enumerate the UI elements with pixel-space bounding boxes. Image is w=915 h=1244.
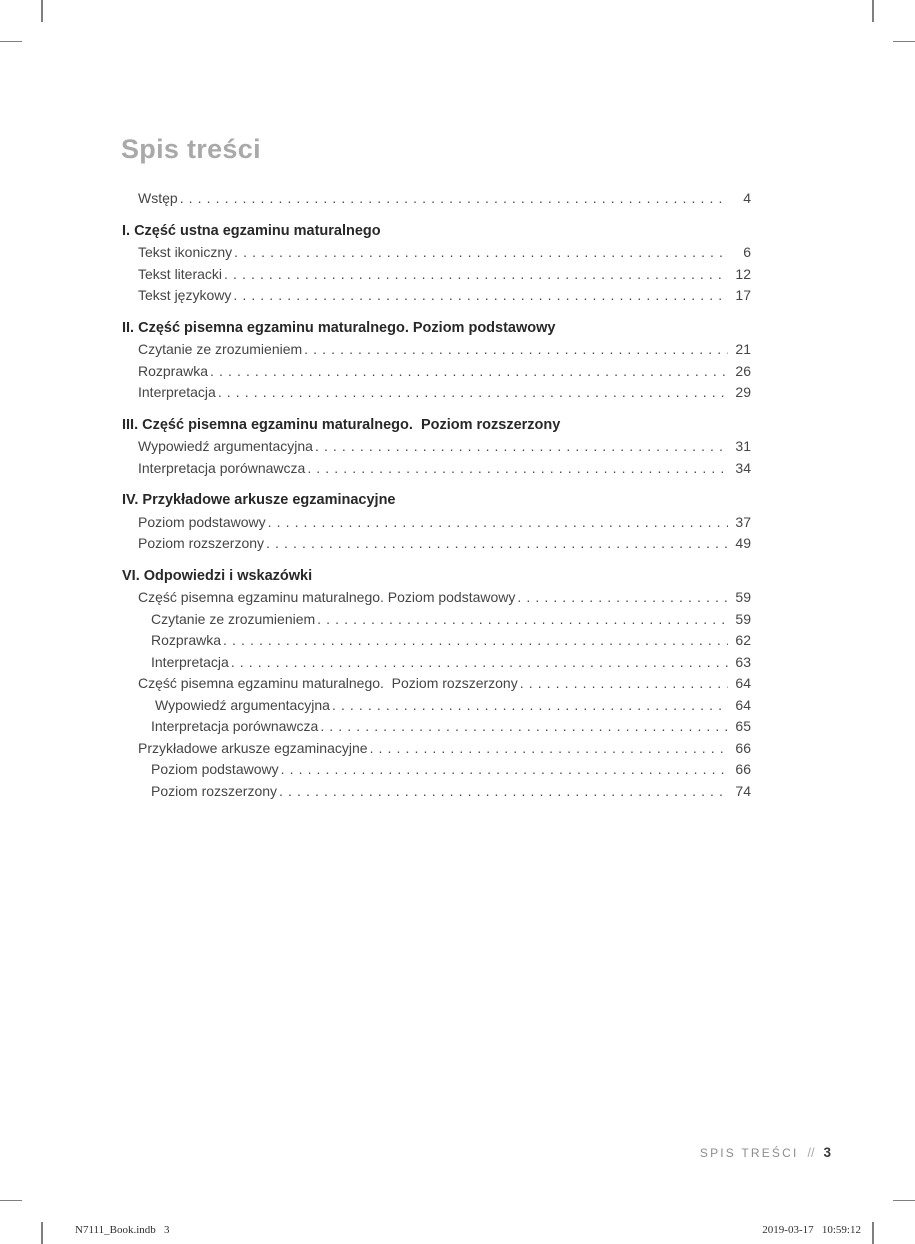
toc-entry — [122, 339, 751, 361]
toc-entry — [122, 652, 751, 674]
toc-entry-page: 31 — [735, 438, 751, 454]
crop-mark-bottom-left-vertical — [41, 1222, 43, 1244]
toc-entry-label: Rozprawka — [138, 362, 209, 379]
dot-leader — [266, 533, 728, 555]
dot-leader — [315, 436, 728, 458]
toc-entry-page: 65 — [735, 718, 751, 734]
toc-section-heading: III. Część pisemna egzaminu maturalnego. Poziom rozszerzony — [122, 416, 561, 433]
toc-entry-label: Część pisemna egzaminu maturalnego. Poziom rozszerzony — [138, 675, 518, 691]
toc-entry — [122, 587, 751, 609]
toc-entry — [122, 759, 751, 781]
toc-entry-label: Rozprawka — [151, 632, 222, 648]
dot-leader — [210, 361, 728, 383]
toc-entry — [122, 188, 751, 210]
toc-entry-label: Poziom podstawowy — [138, 513, 266, 530]
toc-entry-page: 26 — [735, 362, 751, 379]
print-slug-filename: N7111_Book.indb 3 — [75, 1224, 170, 1236]
toc-entry — [122, 673, 751, 695]
page-title: Spis treści — [121, 134, 261, 164]
dot-leader — [370, 738, 728, 760]
toc-entry-label: Wypowiedź argumentacyjna — [138, 438, 313, 454]
print-slug-timestamp: 2019-03-17 10:59:12 — [762, 1224, 861, 1236]
dot-leader — [224, 264, 728, 286]
toc-entry — [122, 512, 751, 534]
toc-entry-label: Przykładowe arkusze egzaminacyjne — [138, 739, 368, 756]
dot-leader — [231, 652, 728, 674]
toc-section-heading: VI. Odpowiedzi i wskazówki — [122, 567, 313, 584]
toc-section-heading: IV. Przykładowe arkusze egzaminacyjne — [122, 492, 396, 508]
toc-entry-label: Interpretacja — [138, 384, 216, 400]
toc-entry — [122, 695, 751, 717]
toc-list — [122, 188, 751, 802]
toc-entry-label: Interpretacja porównawcza — [151, 718, 319, 734]
toc-entry — [122, 285, 751, 307]
dot-leader — [317, 609, 728, 631]
toc-entry-label: Poziom rozszerzony — [138, 535, 265, 551]
footer-separator: // — [807, 1146, 815, 1160]
toc-entry-label: Czytanie ze zrozumieniem — [151, 610, 316, 627]
toc-entry-page: 34 — [735, 459, 751, 476]
toc-entry-page: 21 — [735, 341, 751, 357]
dot-leader — [218, 382, 728, 404]
dot-leader — [320, 716, 728, 738]
footer-section-label: SPIS TREŚCI — [699, 1146, 799, 1160]
toc-entry-page: 37 — [735, 513, 751, 530]
toc-entry-page: 29 — [735, 384, 751, 400]
toc-entry — [122, 264, 751, 286]
toc-section-heading: I. Część ustna egzaminu maturalnego — [122, 222, 381, 239]
toc-entry-label: Tekst ikoniczny — [138, 244, 233, 260]
toc-entry-label: Część pisemna egzaminu maturalnego. Poziom podstawowy — [138, 589, 516, 605]
dot-leader — [233, 285, 728, 307]
crop-mark-top-left-vertical — [41, 0, 43, 22]
toc-entry — [122, 458, 751, 480]
dot-leader — [180, 188, 728, 210]
crop-mark-top-left-horizontal — [0, 41, 22, 42]
toc-entry-label: Tekst językowy — [138, 287, 232, 303]
footer-page-number: 3 — [823, 1145, 831, 1160]
toc-entry-page: 17 — [735, 287, 751, 303]
toc-entry — [122, 382, 751, 404]
toc-entry — [122, 781, 751, 803]
toc-entry-page: 66 — [735, 761, 751, 777]
toc-entry-page: 4 — [743, 190, 751, 206]
crop-mark-bottom-right-horizontal — [893, 1200, 915, 1201]
toc-entry — [122, 361, 751, 383]
toc-entry — [122, 242, 751, 264]
toc-entry-page: 63 — [735, 653, 751, 670]
toc-entry — [122, 630, 751, 652]
toc-entry-page: 12 — [735, 265, 751, 282]
toc-entry — [122, 436, 751, 458]
toc-entry-label: Poziom rozszerzony — [151, 782, 278, 799]
toc-entry — [122, 738, 751, 760]
toc-entry — [122, 609, 751, 631]
toc-entry-page: 59 — [735, 610, 751, 627]
toc-entry-page: 66 — [735, 739, 751, 756]
toc-entry — [122, 533, 751, 555]
dot-leader — [520, 673, 728, 695]
dot-leader — [268, 512, 728, 534]
crop-mark-top-right-horizontal — [893, 41, 915, 42]
toc-entry-page: 49 — [735, 535, 751, 551]
toc-entry-page: 62 — [735, 632, 751, 648]
toc-entry-label: Czytanie ze zrozumieniem — [138, 341, 303, 357]
toc-entry-page: 59 — [735, 589, 751, 605]
dot-leader — [234, 242, 728, 264]
toc-entry-page: 64 — [735, 696, 751, 713]
toc-entry-page: 6 — [743, 244, 751, 260]
toc-entry-label: Wypowiedź argumentacyjna — [155, 696, 330, 713]
toc-entry-label: Tekst literacki — [138, 265, 223, 282]
page-footer — [700, 1145, 831, 1160]
dot-leader — [281, 759, 728, 781]
crop-mark-bottom-left-horizontal — [0, 1200, 22, 1201]
dot-leader — [279, 781, 728, 803]
toc-entry-page: 74 — [735, 782, 751, 799]
dot-leader — [223, 630, 728, 652]
crop-mark-bottom-right-vertical — [872, 1222, 874, 1244]
toc-entry — [122, 716, 751, 738]
toc-entry-label: Poziom podstawowy — [151, 761, 279, 777]
toc-entry-page: 64 — [735, 675, 751, 691]
toc-entry-label: Interpretacja — [151, 653, 229, 670]
dot-leader — [332, 695, 728, 717]
crop-mark-top-right-vertical — [872, 0, 874, 22]
dot-leader — [517, 587, 728, 609]
toc-section-heading: II. Część pisemna egzaminu maturalnego. Poziom podstawowy — [122, 319, 556, 336]
dot-leader — [304, 339, 728, 361]
dot-leader — [307, 458, 728, 480]
toc-entry-label: Interpretacja porównawcza — [138, 459, 306, 476]
toc-entry-label: Wstęp — [138, 190, 178, 206]
